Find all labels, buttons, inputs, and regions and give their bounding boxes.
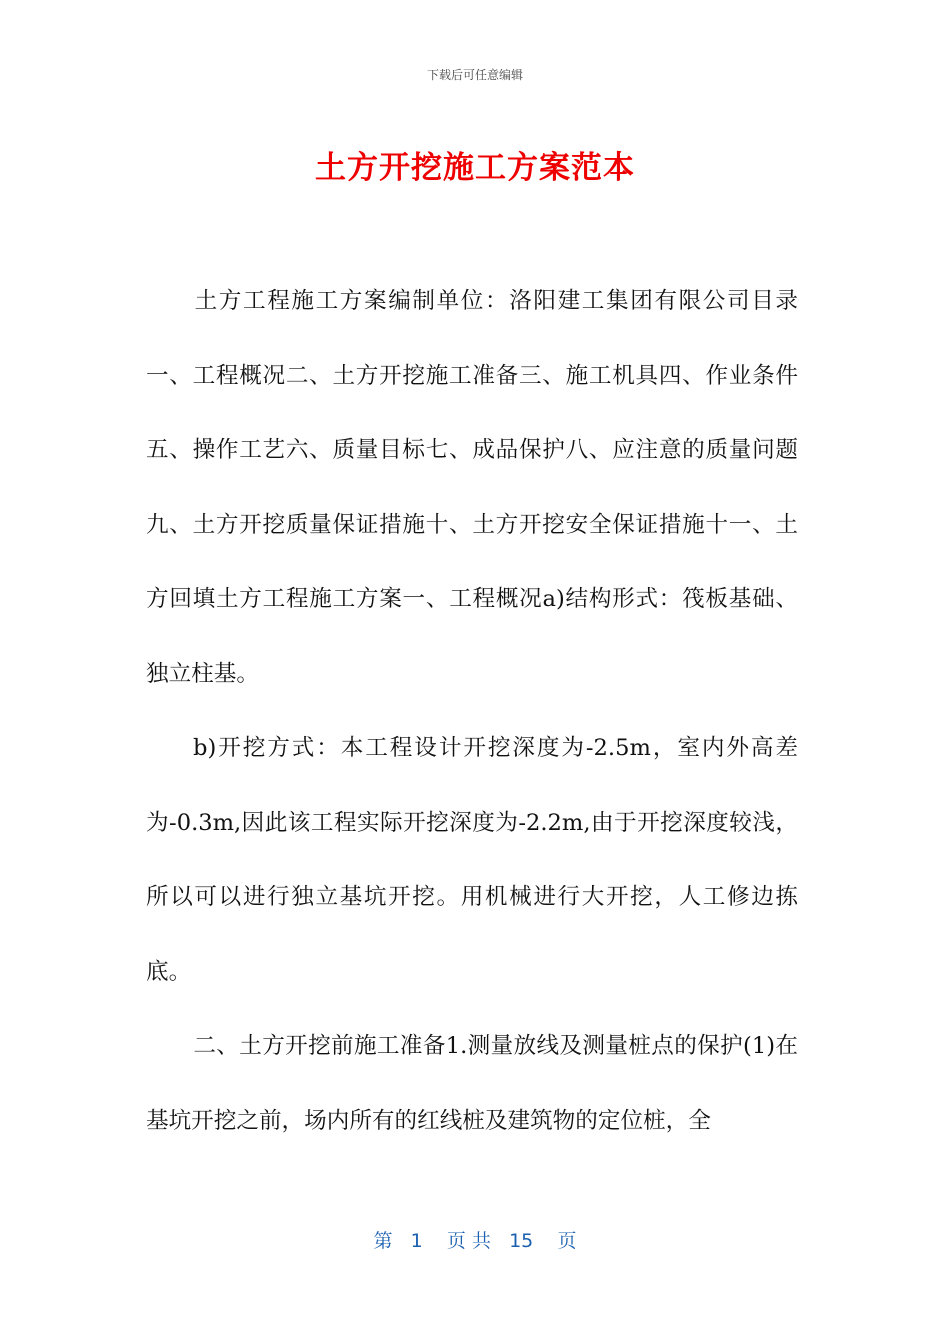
footer-prefix: 第 [373,1230,393,1252]
footer-middle: 页 共 [446,1230,491,1252]
paragraph [146,711,798,1009]
document-title: 土方开挖施工方案范本 [315,150,635,186]
paragraph [146,264,798,711]
document-body [146,264,798,1158]
paragraph-text: 土方工程施工方案编制单位：洛阳建工集团有限公司目录一、工程概况二、土方开挖施工准备三、施工机具四、作业条件五、操作工艺六、质量目标七、成品保护八、应注意的质量问题九、土方开挖质量保证措施十、土方开挖安全保证措施十一、土方回填土方工程施工方案一、工程概况a)结构形式：筏板基础、独立柱基。 [146,288,798,687]
total-page-count: 15 [509,1230,534,1252]
current-page-number: 1 [410,1230,423,1252]
paragraph-text: 二、土方开挖前施工准备1.测量放线及测量桩点的保护(1)在基坑开挖之前，场内所有的红线桩及建筑物的定位桩，全 [146,1033,798,1134]
page-footer [0,1226,950,1253]
paragraph [146,1009,798,1158]
paragraph-text: b)开挖方式：本工程设计开挖深度为-2.5m，室内外高差为-0.3m,因此该工程实际开挖深度为-2.2m,由于开挖深度较浅，所以可以进行独立基坑开挖。用机械进行大开挖，人工修边拣底。 [146,735,798,985]
footer-suffix: 页 [557,1230,577,1252]
header-note: 下载后可任意编辑 [426,68,523,82]
